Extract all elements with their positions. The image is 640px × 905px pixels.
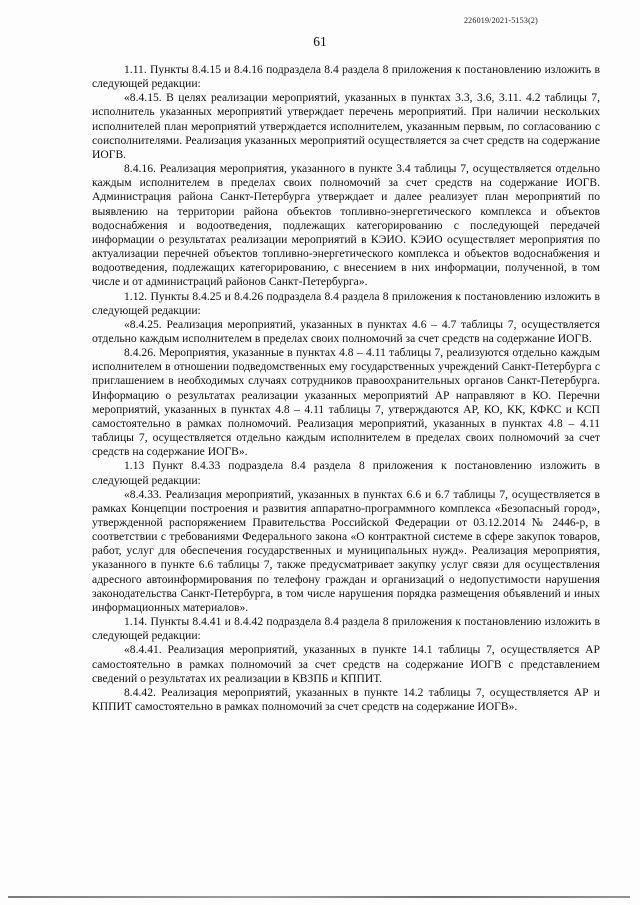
- paragraph-8-4-42: 8.4.42. Реализация мероприятий, указанных в пункте 14.2 таблицы 7, осуществляется АР и КППИТ самостоятельно в рамках полномочий за счет средств на содержание ИОГВ».: [92, 685, 600, 714]
- paragraph-8-4-41: «8.4.41. Реализация мероприятий, указанных в пункте 14.1 таблицы 7, осуществляется АР самостоятельно в рамках полномочий за счет средств на содержание ИОГВ с представлением сведений о результатах их реализации в КВЗПБ и КППИТ.: [92, 643, 600, 685]
- paragraph-1-12: 1.12. Пункты 8.4.25 и 8.4.26 подраздела 8.4 раздела 8 приложения к постановлению изложить в следующей редакции:: [92, 289, 600, 317]
- paragraph-8-4-33: «8.4.33. Реализация мероприятий, указанных в пунктах 6.6 и 6.7 таблицы 7, осуществляется в рамках Концепции построения и развития аппаратно-программного комплекса «Безопасный город», утвержденной распоряжением Правительства Российской Федерации от 03.12.2014 № 2446-р, в соответствии с требованиями Федерального закона «О контрактной системе в сфере закупок товаров, работ, услуг для обеспечения государственных и муниципальных нужд». Реализация мероприятия, указанного в пункте 6.6 таблицы 7, также предусматривает закупку услуг связи для осуществления адресного автоинформирования по телефону граждан и организаций о недопустимости нарушения законодательства Санкт-Петербурга, в том числе нарушения порядка размещения объявлений и иных информационных материалов».: [92, 487, 600, 614]
- paragraph-8-4-26: 8.4.26. Мероприятия, указанные в пунктах 4.8 – 4.11 таблицы 7, реализуются отдельно каждым исполнителем в отношении подведомственных ему государственных учреждений Санкт-Петербурга с приглашением в необходимых случаях сотрудников правоохранительных органов Санкт-Петербурга. Информацию о результатах реализации указанных мероприятий АР направляют в КО. Перечни мероприятий, указанных в пунктах 4.8 – 4.11 таблицы 7, утверждаются АР, КО, КК, КФКС и КСП самостоятельно в рамках полномочий. Реализация мероприятий, указанных в пунктах 4.8 – 4.11 таблицы 7, осуществляется отдельно каждым исполнителем в пределах своих полномочий за счет средств на содержание ИОГВ».: [92, 346, 600, 459]
- paragraph-1-14: 1.14. Пункты 8.4.41 и 8.4.42 подраздела 8.4 раздела 8 приложения к постановлению изложить в следующей редакции:: [92, 615, 600, 643]
- scan-edge-line: [8, 896, 630, 898]
- document-body: [92, 63, 600, 714]
- paragraph-8-4-16: 8.4.16. Реализация мероприятия, указанного в пункте 3.4 таблицы 7, осуществляется отдельно каждым исполнителем в пределах своих полномочий за счет средств на содержание ИОГВ. Администрация района Санкт-Петербурга утверждает и далее реализует план мероприятий по выявлению на территории района объектов топливно-энергетического комплекса и объектов водоснабжения и водоотведения, подлежащих категорированию с последующей передачей информации о результатах реализации мероприятий в КЭИО. КЭИО осуществляет мероприятия по актуализации перечней объектов топливно-энергетического комплекса и объектов водоснабжения и водоотведения, подлежащих категорированию, с внесением в них информации, полученной, в том числе и от администраций районов Санкт-Петербурга».: [92, 162, 600, 289]
- page-number: 61: [313, 34, 327, 49]
- paragraph-8-4-25: «8.4.25. Реализация мероприятий, указанных в пунктах 4.6 – 4.7 таблицы 7, осуществляется отдельно каждым исполнителем в пределах своих полномочий за счет средств на содержание ИОГВ.: [92, 317, 600, 345]
- paragraph-8-4-15: «8.4.15. В целях реализации мероприятий, указанных в пунктах 3.3, 3.6, 3.11. 4.2 таблицы 7, исполнитель указанных мероприятий утверждает перечень мероприятий. При наличии нескольких исполнителей план мероприятий утверждается исполнителем, указанным первым, по согласованию с соисполнителями. Реализация указанных мероприятий осуществляется за счет средств на содержание ИОГВ.: [92, 91, 600, 161]
- document-number: 226019/2021-5153(2): [463, 16, 538, 25]
- paragraph-1-11: 1.11. Пункты 8.4.15 и 8.4.16 подраздела 8.4 раздела 8 приложения к постановлению изложить в следующей редакции:: [92, 63, 600, 91]
- paragraph-1-13: 1.13 Пункт 8.4.33 подраздела 8.4 раздела 8 приложения к постановлению изложить в следующей редакции:: [92, 459, 600, 487]
